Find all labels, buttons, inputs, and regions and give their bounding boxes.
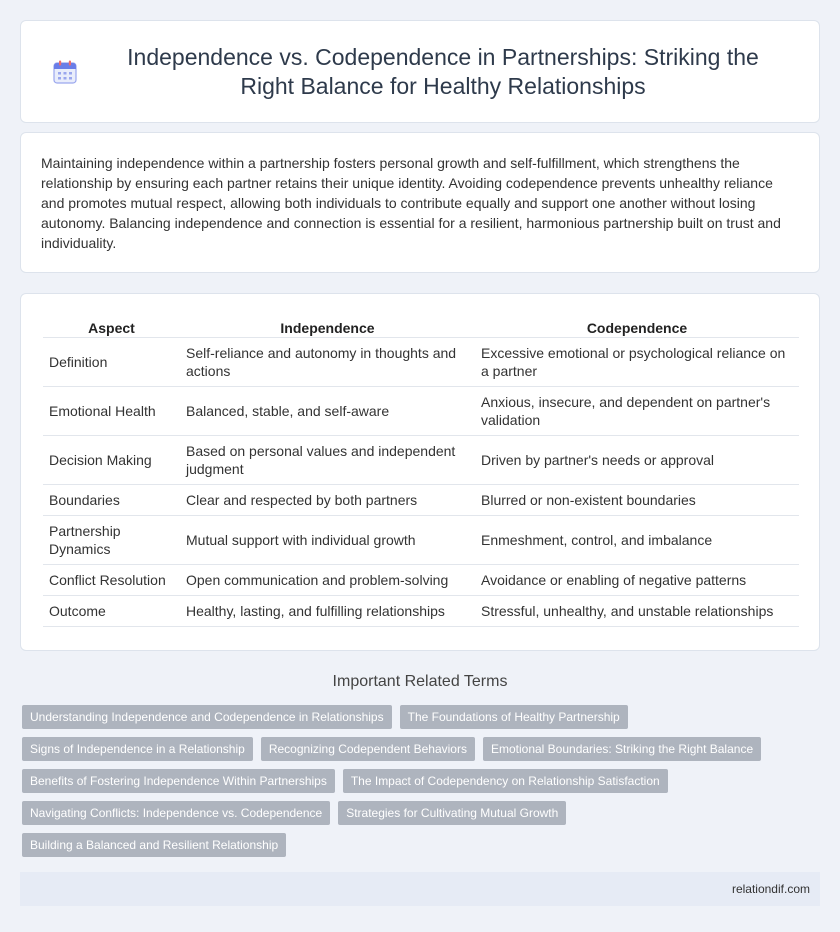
comparison-table bbox=[43, 314, 799, 627]
footer-site-link[interactable]: relationdif.com bbox=[731, 882, 810, 896]
row-codependence: Stressful, unhealthy, and unstable relationships bbox=[475, 596, 799, 627]
row-codependence: Blurred or non-existent boundaries bbox=[475, 485, 799, 516]
calendar-icon bbox=[52, 59, 78, 85]
row-independence: Healthy, lasting, and fulfilling relationships bbox=[180, 596, 475, 627]
related-term-tag[interactable]: Understanding Independence and Codependence in Relationships bbox=[22, 705, 392, 729]
table-row bbox=[43, 565, 799, 596]
header-independence: Independence bbox=[180, 314, 475, 338]
page-footer bbox=[20, 872, 820, 906]
related-term-tag[interactable]: Recognizing Codependent Behaviors bbox=[261, 737, 475, 761]
page-header bbox=[20, 20, 820, 123]
row-independence: Self-reliance and autonomy in thoughts and actions bbox=[180, 338, 475, 387]
row-aspect: Boundaries bbox=[43, 485, 180, 516]
row-codependence: Driven by partner's needs or approval bbox=[475, 436, 799, 485]
header-codependence: Codependence bbox=[475, 314, 799, 338]
header-aspect: Aspect bbox=[43, 314, 180, 338]
row-aspect: Definition bbox=[43, 338, 180, 387]
related-terms-list bbox=[22, 705, 782, 857]
intro-text: Maintaining independence within a partnership fosters personal growth and self-fulfillment, which strengthens the relationship by ensuring each partner retains their unique identity. Avoiding codependence prevents unhealthy reliance and promotes mutual respect, allowing both individuals to contribute equally and support one another without losing autonomy. Balancing independence and connection is essential for a resilient, harmonious partnership built on trust and individuality. bbox=[41, 155, 781, 251]
related-term-tag[interactable]: Strategies for Cultivating Mutual Growth bbox=[338, 801, 566, 825]
row-codependence: Enmeshment, control, and imbalance bbox=[475, 516, 799, 565]
table-row bbox=[43, 516, 799, 565]
row-independence: Clear and respected by both partners bbox=[180, 485, 475, 516]
intro-section bbox=[20, 132, 820, 273]
table-row bbox=[43, 436, 799, 485]
row-codependence: Excessive emotional or psychological reliance on a partner bbox=[475, 338, 799, 387]
row-independence: Mutual support with individual growth bbox=[180, 516, 475, 565]
related-term-tag[interactable]: Benefits of Fostering Independence Within Partnerships bbox=[22, 769, 335, 793]
table-header-row bbox=[43, 314, 799, 338]
row-independence: Open communication and problem-solving bbox=[180, 565, 475, 596]
row-aspect: Outcome bbox=[43, 596, 180, 627]
page-title: Independence vs. Codependence in Partnerships: Striking the Right Balance for Healthy Relationships bbox=[127, 43, 759, 99]
row-aspect: Partnership Dynamics bbox=[43, 516, 180, 565]
row-aspect: Conflict Resolution bbox=[43, 565, 180, 596]
row-codependence: Avoidance or enabling of negative patterns bbox=[475, 565, 799, 596]
row-codependence: Anxious, insecure, and dependent on partner's validation bbox=[475, 387, 799, 436]
comparison-table-card bbox=[20, 293, 820, 651]
related-term-tag[interactable]: The Foundations of Healthy Partnership bbox=[400, 705, 628, 729]
row-independence: Balanced, stable, and self-aware bbox=[180, 387, 475, 436]
related-term-tag[interactable]: Emotional Boundaries: Striking the Right Balance bbox=[483, 737, 761, 761]
related-term-tag[interactable]: Navigating Conflicts: Independence vs. Codependence bbox=[22, 801, 330, 825]
table-row bbox=[43, 387, 799, 436]
row-aspect: Emotional Health bbox=[43, 387, 180, 436]
related-term-tag[interactable]: Building a Balanced and Resilient Relationship bbox=[22, 833, 286, 857]
table-row bbox=[43, 338, 799, 387]
related-term-tag[interactable]: The Impact of Codependency on Relationship Satisfaction bbox=[343, 769, 668, 793]
row-aspect: Decision Making bbox=[43, 436, 180, 485]
table-row bbox=[43, 485, 799, 516]
related-terms-title: Important Related Terms bbox=[332, 673, 508, 690]
row-independence: Based on personal values and independent judgment bbox=[180, 436, 475, 485]
related-term-tag[interactable]: Signs of Independence in a Relationship bbox=[22, 737, 253, 761]
table-row bbox=[43, 596, 799, 627]
